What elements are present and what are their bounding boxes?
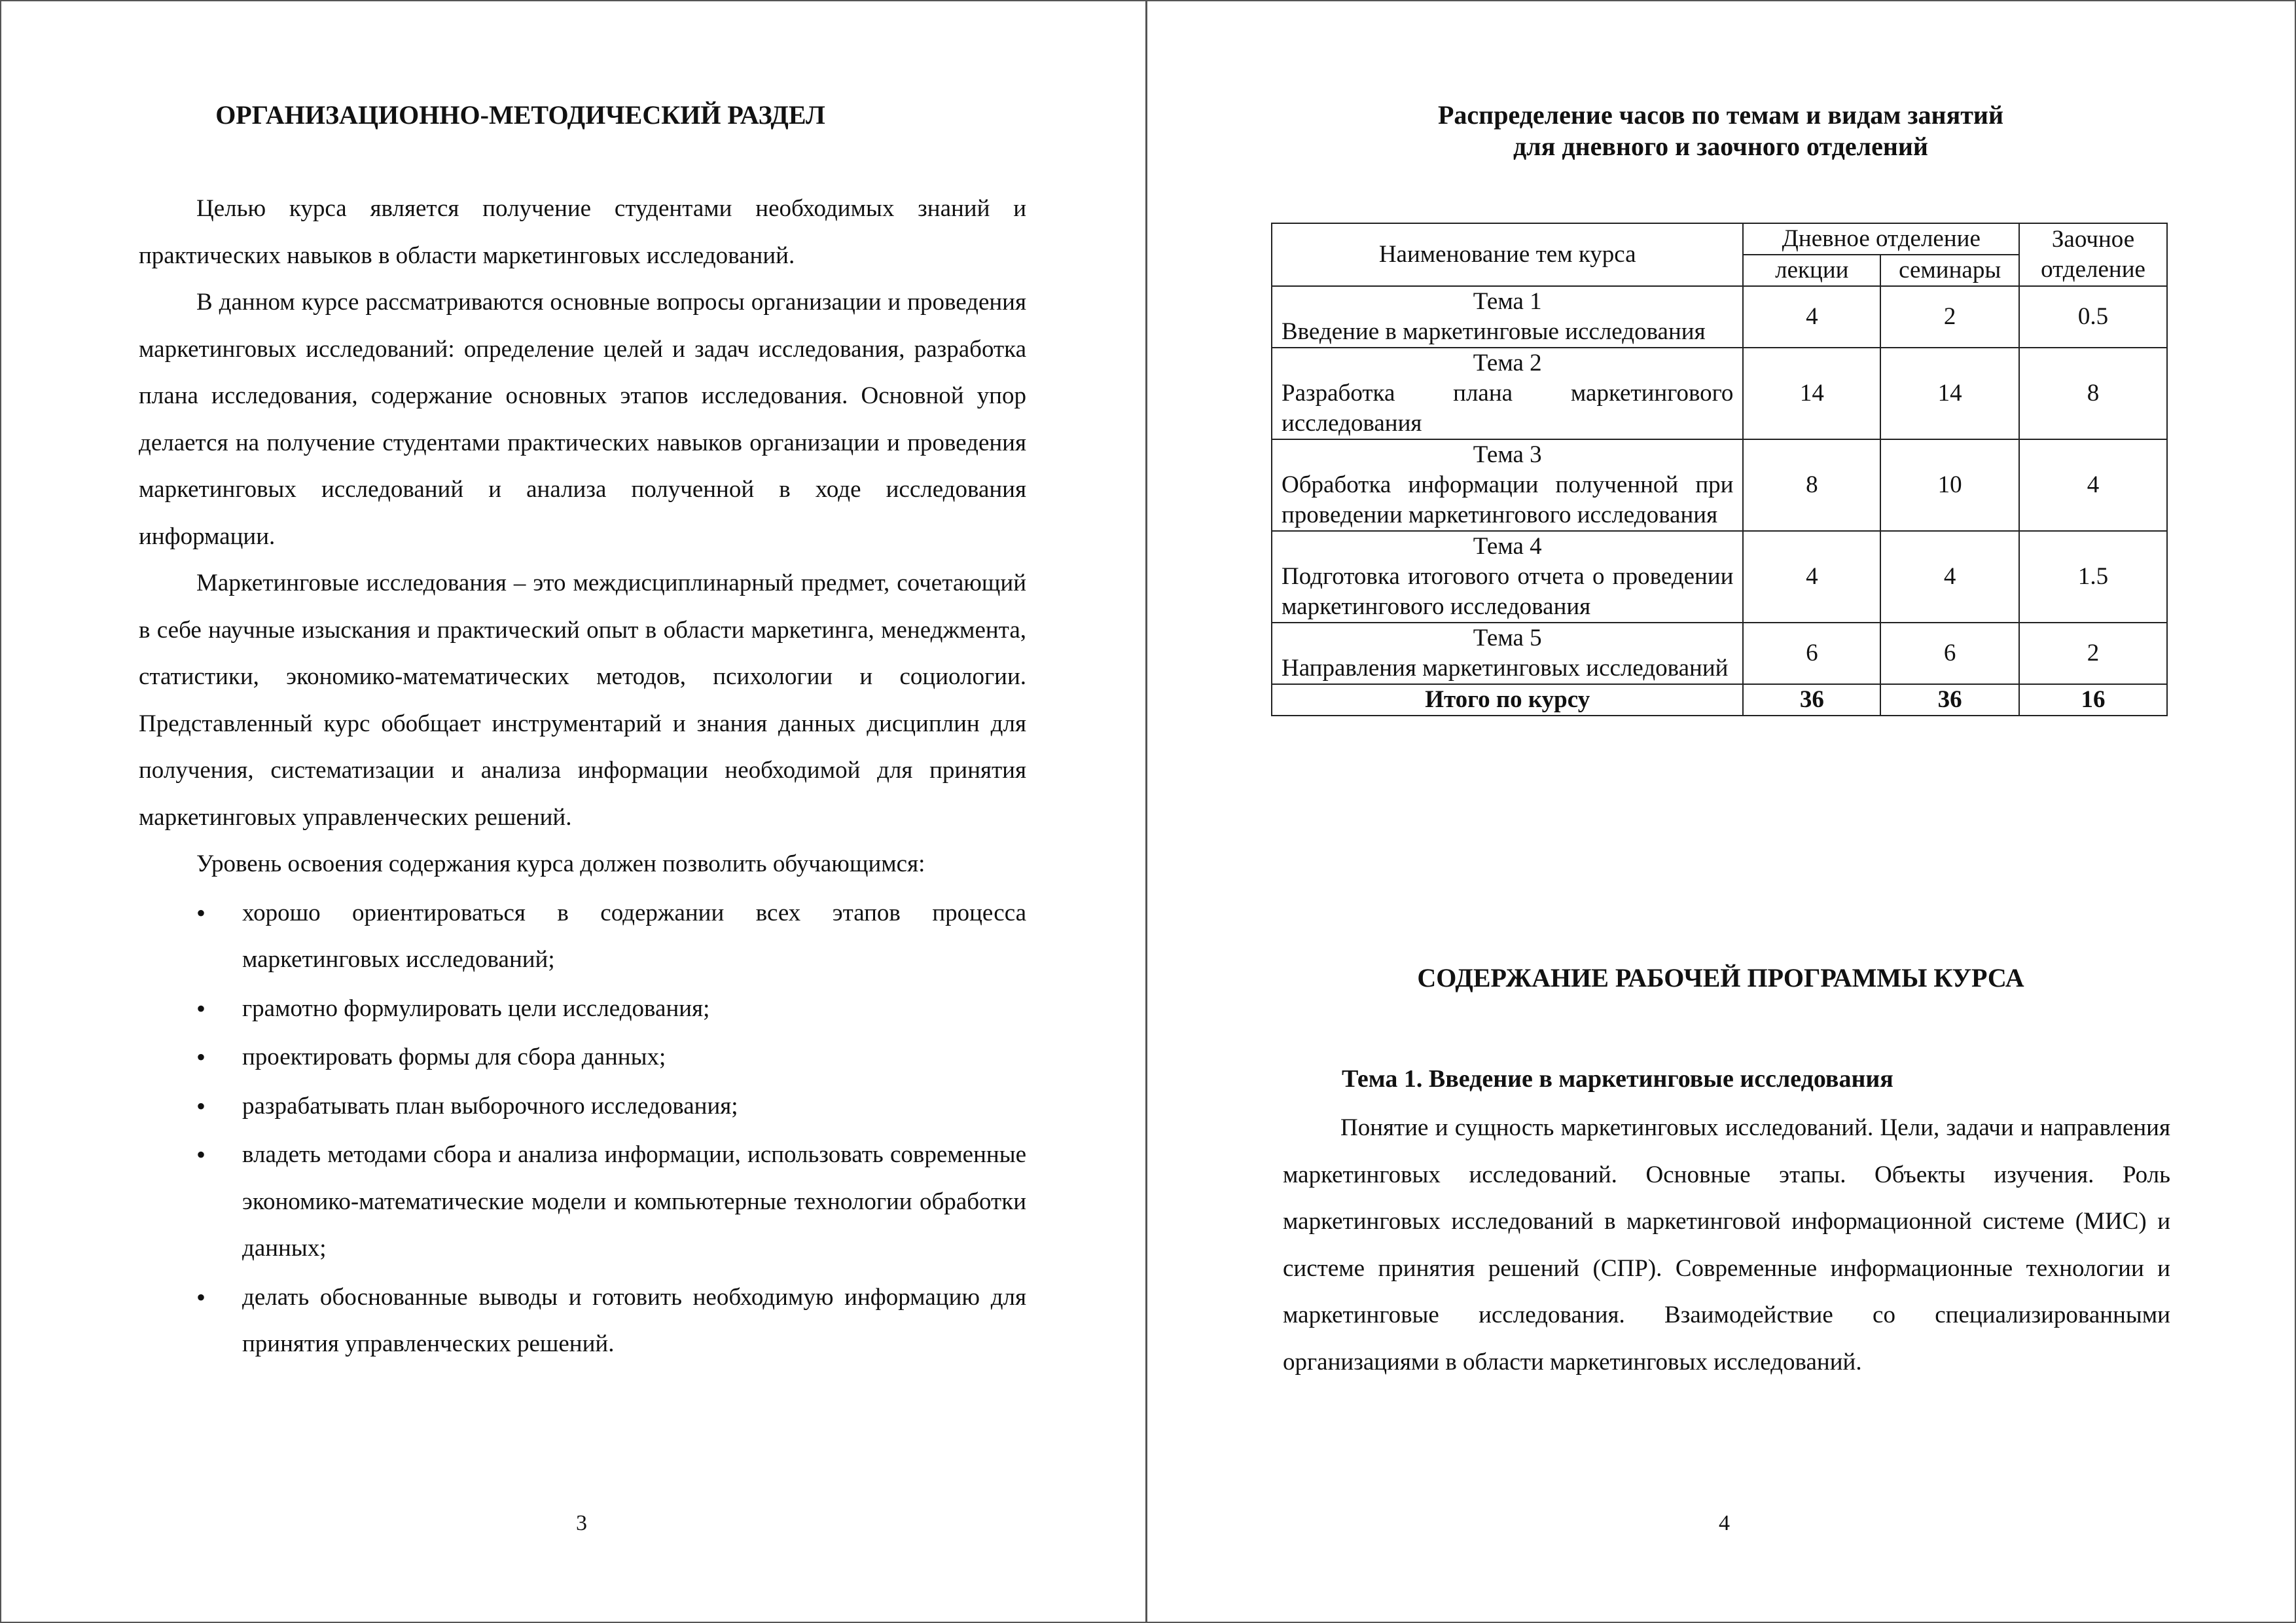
right-page bbox=[1148, 0, 2293, 1623]
topic-name: Обработка информации полученной при проведении маркетингового исследования bbox=[1282, 471, 1734, 528]
seminars-cell: 10 bbox=[1880, 439, 2019, 531]
extramural-cell: 0.5 bbox=[2019, 286, 2167, 348]
seminars-cell: 6 bbox=[1880, 623, 2019, 684]
table-title-line: Распределение часов по темам и видам занятий bbox=[1437, 100, 2003, 130]
extramural-cell: 8 bbox=[2019, 348, 2167, 439]
topic-cell bbox=[1272, 286, 1743, 348]
table-row bbox=[1272, 531, 2167, 623]
topic-number: Тема 5 bbox=[1473, 625, 1542, 651]
topic-number: Тема 3 bbox=[1473, 441, 1542, 468]
topic-body bbox=[1283, 1104, 2170, 1385]
extramural-cell: 4 bbox=[2019, 439, 2167, 531]
topic-number: Тема 4 bbox=[1473, 533, 1542, 560]
table-title-line: для дневного и заочного отделений bbox=[1513, 132, 1928, 161]
header-seminars: семинары bbox=[1880, 255, 2019, 286]
paragraph: Понятие и сущность маркетинговых исследований. Цели, задачи и направления маркетинговых исследований. Основные этапы. Объекты изучения. Роль маркетинговых исследований в маркетинговой информационной системе (МИС) и системе принятия решений (СПР). Современные информационные технологии и маркетинговые исследования. Взаимодействие со специализированными организациями в области маркетинговых исследований. bbox=[1283, 1114, 2170, 1376]
topic-number: Тема 1 bbox=[1473, 288, 1542, 315]
header-day: Дневное отделение bbox=[1743, 223, 2019, 255]
list-item: • разрабатывать план выборочного исследования; bbox=[139, 1083, 1026, 1130]
lectures-cell: 6 bbox=[1743, 623, 1880, 684]
table-title bbox=[1272, 100, 2169, 162]
page-heading: ОРГАНИЗАЦИОННО-МЕТОДИЧЕСКИЙ РАЗДЕЛ bbox=[215, 100, 825, 130]
header-lectures: лекции bbox=[1743, 255, 1880, 286]
table-row bbox=[1272, 439, 2167, 531]
page-number: 4 bbox=[1719, 1511, 1730, 1535]
paragraph: Уровень освоения содержания курса должен позволить обучающимся: bbox=[196, 850, 925, 877]
lectures-cell: 4 bbox=[1743, 531, 1880, 623]
extramural-cell: 1.5 bbox=[2019, 531, 2167, 623]
total-label: Итого по курсу bbox=[1272, 684, 1743, 716]
topic-cell bbox=[1272, 531, 1743, 623]
topic-cell bbox=[1272, 623, 1743, 684]
list-item: • делать обоснованные выводы и готовить необходимую информацию для принятия управленческих решений. bbox=[139, 1274, 1026, 1368]
topic-cell bbox=[1272, 439, 1743, 531]
extramural-cell: 2 bbox=[2019, 623, 2167, 684]
page-divider bbox=[1145, 0, 1147, 1623]
topic-name: Направления маркетинговых исследований bbox=[1282, 655, 1729, 682]
topic-cell bbox=[1272, 348, 1743, 439]
total-row bbox=[1272, 684, 2167, 716]
left-page-body bbox=[139, 185, 1026, 1368]
header-extramural: Заочное отделение bbox=[2019, 223, 2167, 286]
lectures-cell: 4 bbox=[1743, 286, 1880, 348]
lectures-cell: 14 bbox=[1743, 348, 1880, 439]
seminars-cell: 2 bbox=[1880, 286, 2019, 348]
list-item: • проектировать формы для сбора данных; bbox=[139, 1034, 1026, 1081]
paragraph: В данном курсе рассматриваются основные вопросы организации и проведения маркетинговых исследований: определение целей и задач исследования, разработка плана исследования, содержание основных этапов исследования. Основной упор делается на получение студентами практических навыков организации и проведения маркетинговых исследований и анализа полученной в ходе исследования информации. bbox=[139, 289, 1026, 550]
topic-title: Тема 1. Введение в маркетинговые исследования bbox=[1342, 1065, 1893, 1093]
topic-name: Введение в маркетинговые исследования bbox=[1282, 318, 1706, 345]
topic-number: Тема 2 bbox=[1473, 350, 1542, 376]
seminars-cell: 4 bbox=[1880, 531, 2019, 623]
lectures-cell: 8 bbox=[1743, 439, 1880, 531]
left-page bbox=[0, 0, 1145, 1623]
objectives-list bbox=[139, 890, 1026, 1368]
seminars-cell: 14 bbox=[1880, 348, 2019, 439]
total-extramural: 16 bbox=[2019, 684, 2167, 716]
list-item: • грамотно формулировать цели исследования; bbox=[139, 985, 1026, 1032]
table-row bbox=[1272, 623, 2167, 684]
topic-name: Разработка плана маркетингового исследования bbox=[1282, 380, 1734, 437]
header-topic: Наименование тем курса bbox=[1272, 223, 1743, 286]
list-item: • владеть методами сбора и анализа информации, использовать современные экономико-математические модели и компьютерные технологии обработки данных; bbox=[139, 1131, 1026, 1272]
total-seminars: 36 bbox=[1880, 684, 2019, 716]
total-lectures: 36 bbox=[1743, 684, 1880, 716]
hours-table bbox=[1271, 223, 2168, 716]
page-number: 3 bbox=[576, 1511, 587, 1535]
list-item: • хорошо ориентироваться в содержании всех этапов процесса маркетинговых исследований; bbox=[139, 890, 1026, 983]
section-heading: СОДЕРЖАНИЕ РАБОЧЕЙ ПРОГРАММЫ КУРСА bbox=[1417, 963, 2024, 993]
topic-name: Подготовка итогового отчета о проведении маркетингового исследования bbox=[1282, 563, 1734, 620]
paragraph: Целью курса является получение студентами необходимых знаний и практических навыков в области маркетинговых исследований. bbox=[139, 195, 1026, 269]
table-row bbox=[1272, 286, 2167, 348]
paragraph: Маркетинговые исследования – это междисциплинарный предмет, сочетающий в себе научные изыскания и практический опыт в области маркетинга, менеджмента, статистики, экономико-математических методов, психологии и социологии. Представленный курс обобщает инструментарий и знания данных дисциплин для получения, систематизации и анализа информации необходимой для принятия маркетинговых управленческих решений. bbox=[139, 570, 1026, 831]
table-row bbox=[1272, 348, 2167, 439]
